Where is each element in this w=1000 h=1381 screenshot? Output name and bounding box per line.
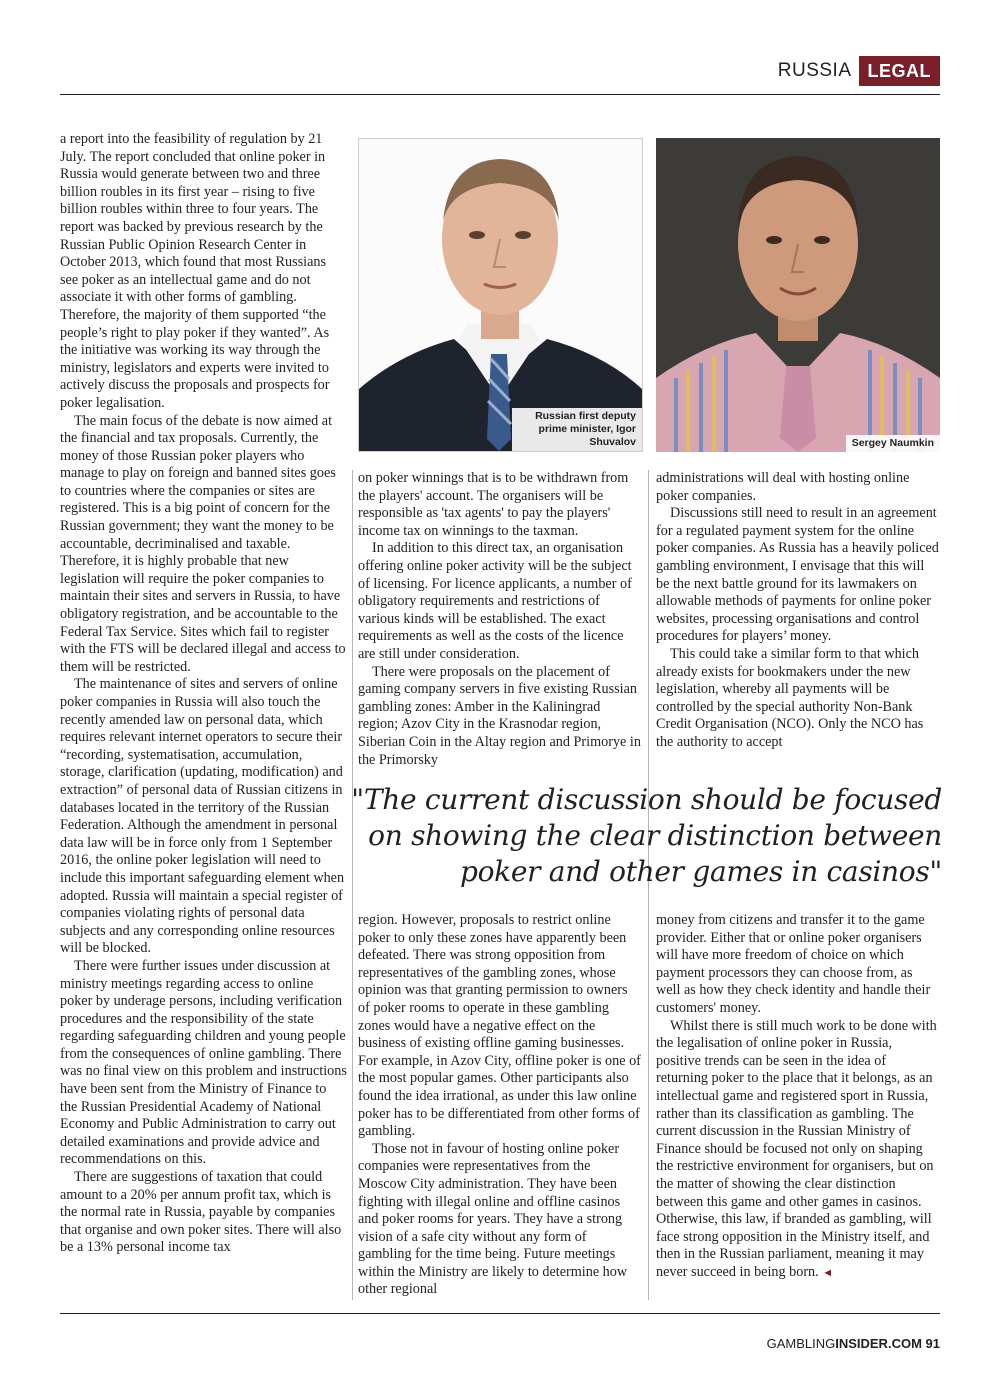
paragraph: In addition to this direct tax, an organisation offering online poker activity will be the subject of licensing. For licence applicants, a number of obligatory requirements and restrictions of various kinds will be established. The exact requirements as well as the costs of the licence are still under consideration. (358, 540, 632, 662)
section-header (778, 56, 940, 86)
page-number: 91 (925, 1336, 940, 1351)
article-column-1 (60, 131, 347, 1257)
paragraph: on poker winnings that is to be withdrawn from the players' account. The organisers will be responsible as 'tax agents' to pay the players' income tax on winnings to the taxman. (358, 470, 629, 539)
triangle-left-icon: ◄ (822, 1266, 834, 1279)
header-rule (60, 94, 940, 95)
paragraph: Discussions still need to result in an agreement for a regulated payment system for the online poker companies. As Russia has a heavily policed gambling environment, I envisage that this will be the next battle ground for its lawmakers on allowable methods of payments for online poker websites, processing organisations and control procedures for players’ money. (656, 505, 939, 645)
photo-igor-shuvalov (358, 138, 643, 452)
paragraph: region. However, proposals to restrict online poker to only these zones have apparently been defeated. There was strong opposition from representatives of the gambling zones, whose opinion was that granting permission to owners of poker rooms to operate in these gambling zones would have a negative effect on the business of existing offline gaming businesses. For example, in Azov City, offline poker is one of the most popular games. Other participants also found the idea irrational, as under this law online poker has to be differentiated from other forms of gambling. (358, 912, 641, 1140)
article-column-3-bottom (656, 912, 940, 1282)
footer-brand-suffix: .COM (887, 1336, 922, 1351)
photo-sergey-naumkin (656, 138, 940, 452)
photo-caption: Russian first deputy prime minister, Igor Shuvalov (512, 408, 642, 451)
photo-caption: Sergey Naumkin (846, 435, 940, 452)
pull-quote: "The current discussion should be focused on showing the clear distinction between poker and other games in casinos" (351, 783, 942, 888)
footer-brand-plain: GAMBLING (766, 1336, 836, 1351)
article-column-2-top (358, 470, 641, 769)
page-footer (767, 1336, 940, 1351)
portrait-illustration (656, 138, 940, 452)
article-column-2-bottom (358, 912, 641, 1299)
paragraph: administrations will deal with hosting online poker companies. (656, 470, 910, 504)
paragraph: There are suggestions of taxation that could amount to a 20% per annum profit tax, which is the normal rate in Russia, payable by companies that organise and own poker sites. There will also be a 13% personal income tax (60, 1169, 342, 1256)
section-label: RUSSIA (777, 60, 852, 81)
paragraph: The main focus of the debate is now aimed at the financial and tax proposals. Currently, the money of those Russian poker players who manage to play on foreign and banned sites goes to countries where the companies or sites are registered. This is a big point of concern for the Russian government; they want the money to be accountable, decriminalised and taxable. Therefore, it is highly probable that new legislation will require the poker companies to maintain their sites and servers in Russia, to have obligatory registration, and be accountable to the Federal Tax Service. Sites which fail to register with the FTS will be declared illegal and access to them will be restricted. (60, 412, 346, 675)
footer-brand-bold: INSIDER (835, 1336, 888, 1351)
portrait-illustration (359, 139, 642, 451)
paragraph: Those not in favour of hosting online poker companies were representatives from the Moscow City administration. They have been fighting with illegal online and offline casinos and poker rooms for years. They have a strong vision of a safe city without any form of gambling for the time being. Future meetings within the Ministry are likely to determine how other regional (358, 1140, 628, 1298)
paragraph (656, 1018, 940, 1283)
paragraph: money from citizens and transfer it to the game provider. Either that or online poker organisers will have more freedom of choice on which payment processors they can choose from, as well as how they check identity and handle their customers' money. (656, 912, 931, 1016)
paragraph: a report into the feasibility of regulation by 21 July. The report concluded that online poker in Russia would generate between two and three billion roubles in its first year – rising to five billion roubles within three to four years. The report was backed by previous research by the Russian Public Opinion Research Center in October 2013, which found that most Russians see poker as an intellectual game and do not associate it with other forms of gambling. Therefore, the majority of them supported “the people’s right to play poker if they wanted”. As the initiative was working its way through the ministry, legislators and experts were invited to actively discuss the proposals and prospects for poker legalisation. (60, 131, 330, 411)
article-column-3-top (656, 470, 940, 752)
paragraph: This could take a similar form to that which already exists for bookmakers under the new legislation, whereby all payments will be controlled by the special authority Non-Bank Credit Organisation (NCO). Only the NCO has the authority to accept (656, 645, 924, 750)
paragraph-text: Whilst there is still much work to be done with the legalisation of online poker in Russia, positive trends can be seen in the idea of returning poker to the place that it belongs, as an intellectual game and registered sport in Russia, rather than its classification as gambling. The current discussion in the Russian Ministry of Finance should be focused not only on shaping the restrictive environment for organisers, but on the matter of showing the clear distinction between this game and other games in casinos. Otherwise, this law, if branded as gambling, will face strong opposition in the Ministry itself, and then in the Russian parliament, meaning it may never succeed in being born. (656, 1017, 937, 1280)
paragraph: There were proposals on the placement of gaming company servers in five existing Russian gambling zones: Amber in the Kaliningrad region; Azov City in the Krasnodar region, Siberian Coin in the Altay region and Primorye in the Primorsky (358, 663, 641, 768)
paragraph: The maintenance of sites and servers of online poker companies in Russia will also touch the recently amended law on personal data, which requires relevant internet operators to secure their “recording, systematisation, accumulation, storage, clarification (updating, modification) and extraction” of personal data of Russian citizens in databases located in the territory of the Russian Federation. Although the amendment in personal data law will be in force only from 1 September 2016, the online poker legislation will need to include this important safeguarding element when adopted. Russia will maintain a special register of companies violating rights of personal data subjects and any corresponding online resources will be blocked. (60, 676, 345, 957)
category-badge: LEGAL (859, 56, 941, 86)
paragraph: There were further issues under discussion at ministry meetings regarding access to online poker by underage persons, including verification procedures and the responsibility of the state regarding safeguarding children and young people from the consequences of online gambling. There was no final view on this problem and instructions have been sent from the Ministry of Finance to the Russian Presidential Academy of National Economy and Public Administration to carry out detailed examinations and provide advice and recommendations on this. (60, 957, 347, 1168)
footer-rule (60, 1313, 940, 1314)
